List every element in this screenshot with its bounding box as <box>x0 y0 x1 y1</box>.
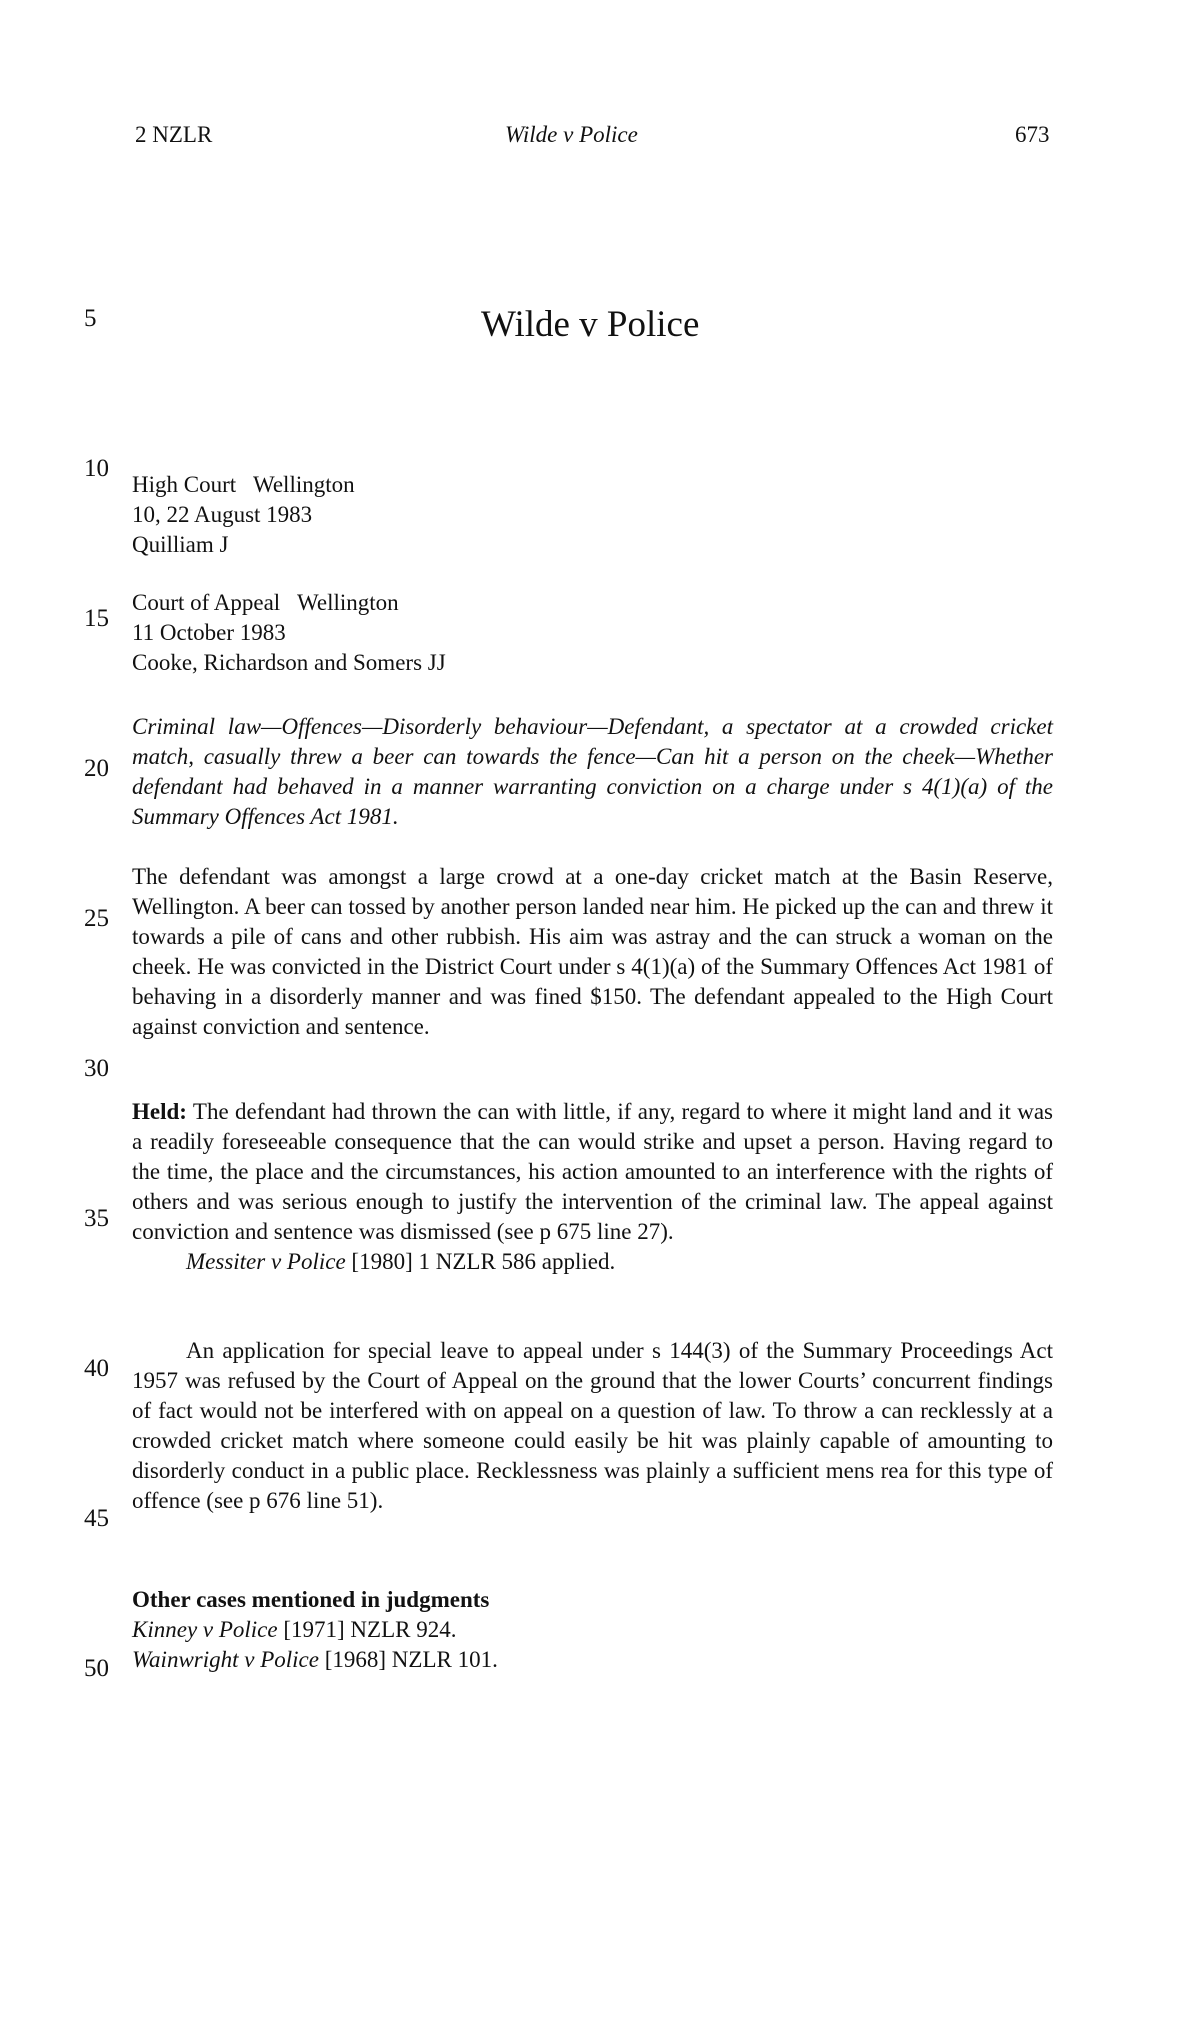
catchwords: Criminal law—Offences—Disorderly behaviour—Defendant, a spectator at a crowded cricket match, casually threw a beer can towards the fence—Can hit a person on the cheek—Whether defendant had behaved in a manner warranting conviction on a charge under s 4(1)(a) of the Summary Offences Act 1981. <box>132 714 1053 829</box>
line-number: 35 <box>84 1205 109 1232</box>
line-number: 15 <box>84 605 109 632</box>
applied-case-line <box>132 1247 1053 1277</box>
other-cases-block <box>132 1585 1053 1675</box>
other-cases-heading: Other cases mentioned in judgments <box>132 1587 490 1612</box>
court-judges: Cooke, Richardson and Somers JJ <box>132 650 446 675</box>
line-number: 10 <box>84 455 109 482</box>
court-dates: 10, 22 August 1983 <box>132 502 313 527</box>
court-judges: Quilliam J <box>132 532 229 557</box>
applied-case-name: Messiter v Police <box>186 1249 346 1274</box>
line-number: 40 <box>84 1355 109 1382</box>
court-name: Court of Appeal Wellington <box>132 590 399 615</box>
line-number: 50 <box>84 1655 109 1682</box>
cited-case <box>132 1615 1053 1645</box>
held-block <box>132 1097 1053 1277</box>
appeal-note-paragraph: An application for special leave to appeal under s 144(3) of the Summary Proceedings Act 1957 was refused by the Court of Appeal on the ground that the lower Courts’ concurrent findings of fact would not be interfered with on appeal on a question of law. To throw a can recklessly at a crowded cricket match where someone could easily be hit was plainly capable of amounting to disorderly conduct in a public place. Recklessness was plainly a sufficient mens rea for this type of offence (see p 676 line 51). <box>132 1338 1053 1513</box>
held-paragraph <box>132 1097 1053 1247</box>
held-text: The defendant had thrown the can with little, if any, regard to where it might land and it was a readily foreseeable consequence that the can would strike and upset a person. Having regard to the time, the place and the circumstances, his action amounted to an interference with the rights of others and was serious enough to justify the intervention of the criminal law. The appeal against conviction and sentence was dismissed (see p 675 line 27). <box>132 1099 1053 1244</box>
case-title: Wilde v Police <box>481 304 700 345</box>
cited-case-citation: [1971] NZLR 924. <box>277 1617 457 1642</box>
court-name: High Court Wellington <box>132 472 355 497</box>
facts-paragraph: The defendant was amongst a large crowd at a one-day cricket match at the Basin Reserve, Wellington. A beer can tossed by another person landed near him. He picked up the can and threw it towards a pile of cans and other rubbish. His aim was astray and the can struck a woman on the cheek. He was convicted in the District Court under s 4(1)(a) of the Summary Offences Act 1981 of behaving in a disorderly manner and was fined $150. The defendant appealed to the High Court against conviction and sentence. <box>132 864 1053 1039</box>
line-number: 30 <box>84 1055 109 1082</box>
cited-case <box>132 1645 1053 1675</box>
appeal-note-block <box>132 1336 1053 1516</box>
line-number: 25 <box>84 905 109 932</box>
court-block-court-of-appeal <box>132 588 1053 678</box>
line-number: 20 <box>84 755 109 782</box>
cited-case-name: Kinney v Police <box>132 1617 278 1642</box>
line-number: 5 <box>84 305 97 332</box>
line-number: 45 <box>84 1505 109 1532</box>
held-label: Held: <box>132 1099 187 1124</box>
court-block-high-court <box>132 470 1053 560</box>
catchwords-block <box>132 712 1053 832</box>
header-page-number: 673 <box>1015 122 1050 147</box>
facts-block <box>132 862 1053 1042</box>
court-dates: 11 October 1983 <box>132 620 286 645</box>
applied-case-citation: [1980] 1 NZLR 586 applied. <box>345 1249 616 1274</box>
header-running-title: Wilde v Police <box>505 122 638 147</box>
header-volume: 2 NZLR <box>135 122 213 147</box>
cited-case-citation: [1968] NZLR 101. <box>318 1647 498 1672</box>
cited-case-name: Wainwright v Police <box>132 1647 319 1672</box>
